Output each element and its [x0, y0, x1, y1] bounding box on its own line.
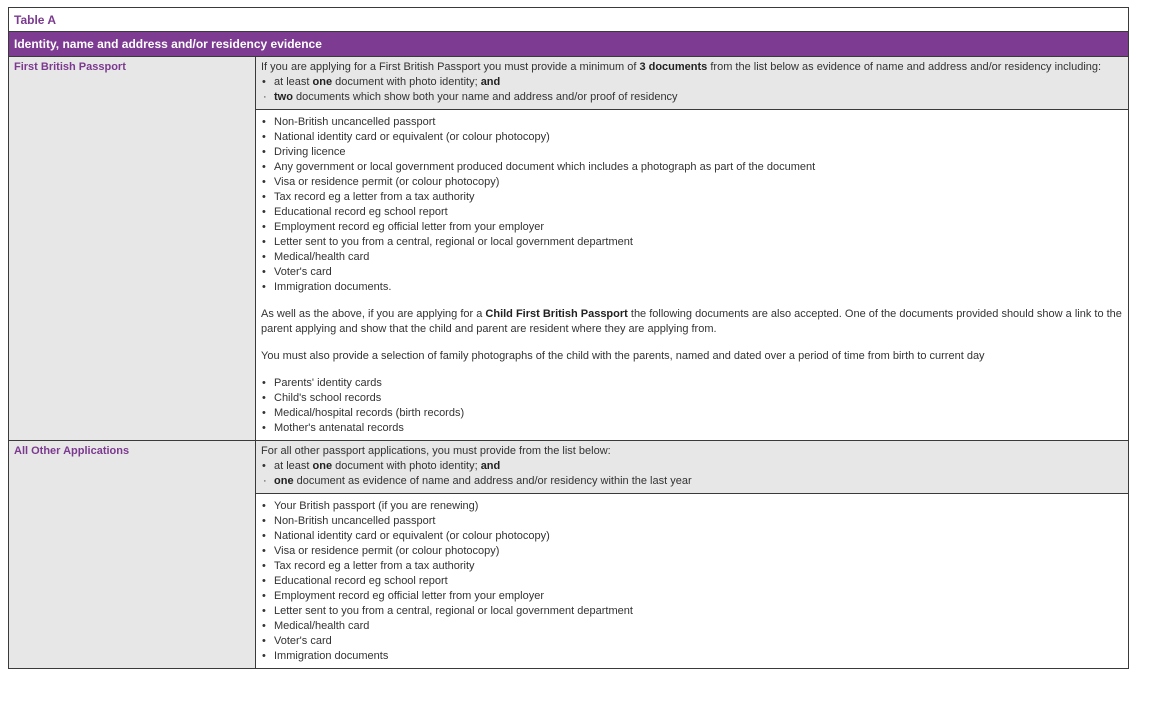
section-label-first: First British Passport [9, 57, 256, 440]
requirement-item: · one document as evidence of name and address and/or residency within the last year [261, 474, 1123, 489]
documents-box-other [256, 494, 1128, 668]
list-item: • Letter sent to you from a central, regional or local government department [261, 604, 1123, 619]
list-item: • Educational record eg school report [261, 574, 1123, 589]
list-item: • Voter's card [261, 634, 1123, 649]
list-item: • Voter's card [261, 265, 1123, 280]
list-item: • Driving licence [261, 145, 1123, 160]
requirements-intro: For all other passport applications, you must provide from the list below: [261, 445, 611, 457]
section-content-first [256, 57, 1128, 440]
list-item: • Tax record eg a letter from a tax authority [261, 190, 1123, 205]
requirements-box-first [256, 57, 1128, 110]
document-list [261, 115, 1123, 295]
section-content-other [256, 441, 1128, 668]
list-item: • Immigration documents. [261, 280, 1123, 295]
section-other-applications [9, 441, 1128, 668]
list-item: • Employment record eg official letter from your employer [261, 220, 1123, 235]
evidence-table [8, 7, 1129, 669]
list-item: • National identity card or equivalent (or colour photocopy) [261, 529, 1123, 544]
requirements-intro: If you are applying for a First British Passport you must provide a minimum of 3 documents from the list below as evidence of name and address and/or residency including: [261, 61, 1102, 73]
table-title: Table A [9, 8, 1128, 32]
list-item: • Medical/health card [261, 619, 1123, 634]
requirement-item: • at least one document with photo identity; and [261, 459, 1123, 474]
list-item: • Immigration documents [261, 649, 1123, 664]
list-item: • Parents' identity cards [261, 376, 1123, 391]
list-item: • Any government or local government produced document which includes a photograph as part of the document [261, 160, 1123, 175]
list-item: • Employment record eg official letter from your employer [261, 589, 1123, 604]
child-document-list [261, 376, 1123, 436]
family-photographs-note: You must also provide a selection of family photographs of the child with the parents, named and dated over a period of time from birth to current day [261, 350, 985, 362]
requirement-item: · two documents which show both your name and address and/or proof of residency [261, 90, 1123, 105]
list-item: • Visa or residence permit (or colour photocopy) [261, 544, 1123, 559]
table-header: Identity, name and address and/or residency evidence [9, 32, 1128, 57]
list-item: • Letter sent to you from a central, regional or local government department [261, 235, 1123, 250]
list-item: • National identity card or equivalent (or colour photocopy) [261, 130, 1123, 145]
section-first-british-passport [9, 57, 1128, 441]
list-item: • Medical/health card [261, 250, 1123, 265]
list-item: • Educational record eg school report [261, 205, 1123, 220]
requirement-item: • at least one document with photo identity; and [261, 75, 1123, 90]
list-item: • Tax record eg a letter from a tax authority [261, 559, 1123, 574]
list-item: • Child's school records [261, 391, 1123, 406]
list-item: • Your British passport (if you are renewing) [261, 499, 1123, 514]
requirements-box-other [256, 441, 1128, 494]
child-passport-note: As well as the above, if you are applying for a Child First British Passport the following documents are also accepted. One of the documents provided should show a link to the parent applying and show that the child and parent are resident where they are applying from. [261, 308, 1122, 335]
document-list [261, 499, 1123, 664]
list-item: • Non-British uncancelled passport [261, 514, 1123, 529]
list-item: • Non-British uncancelled passport [261, 115, 1123, 130]
list-item: • Visa or residence permit (or colour photocopy) [261, 175, 1123, 190]
list-item: • Mother's antenatal records [261, 421, 1123, 436]
list-item: • Medical/hospital records (birth records) [261, 406, 1123, 421]
documents-box-first [256, 110, 1128, 440]
section-label-other: All Other Applications [9, 441, 256, 668]
